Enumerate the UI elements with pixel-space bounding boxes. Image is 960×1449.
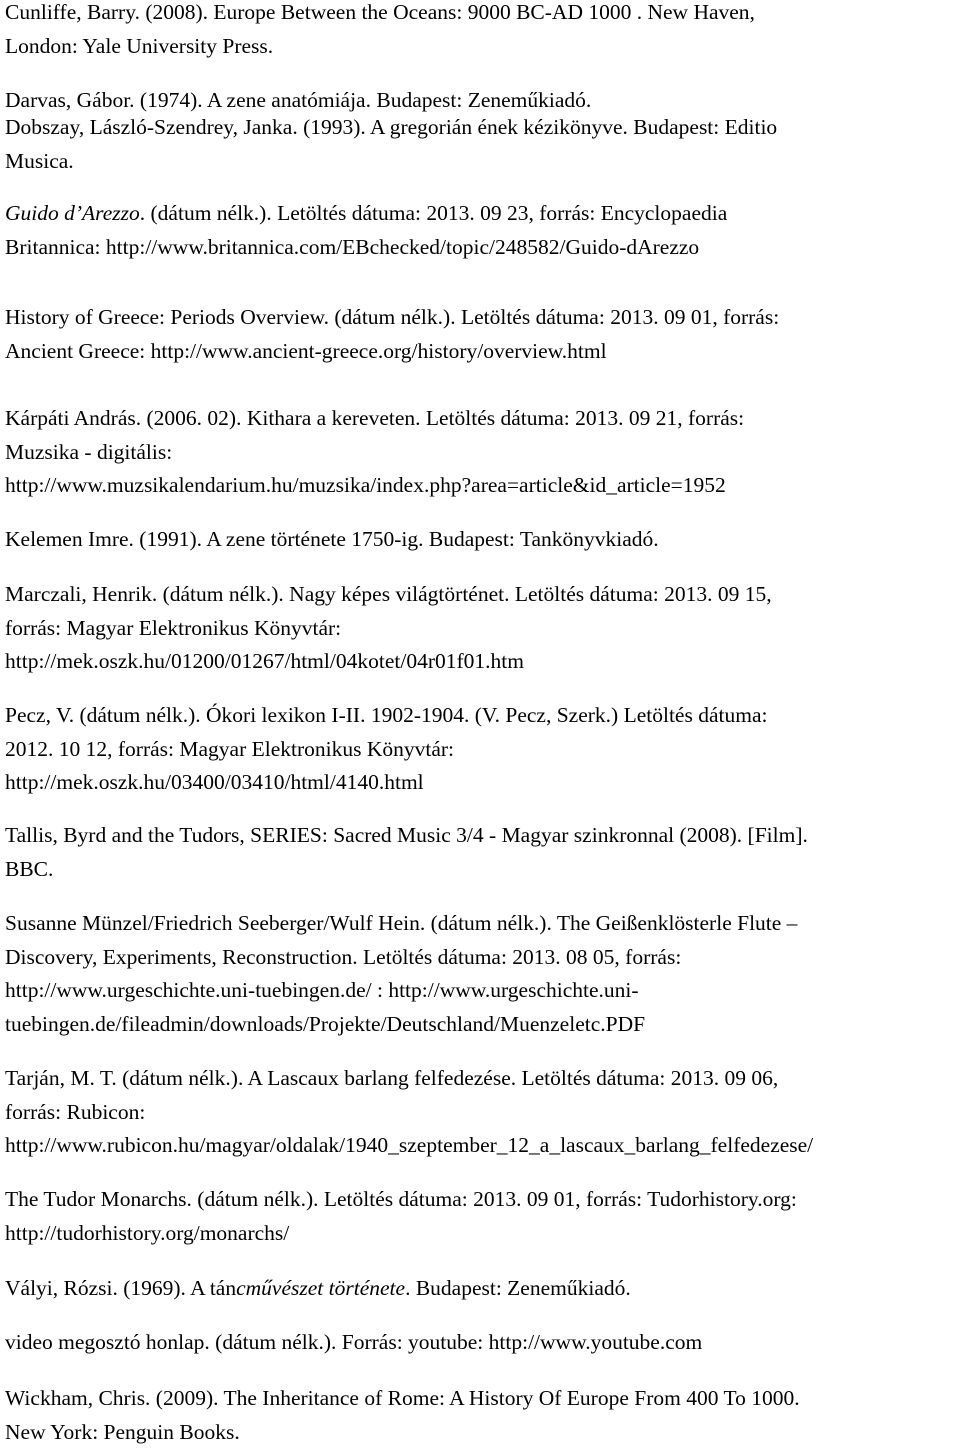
reference-line: The Tudor Monarchs. (dátum nélk.). Letöltés dátuma: 2013. 09 01, forrás: Tudorhistory.org: (5, 1183, 952, 1217)
reference-line: http://tudorhistory.org/monarchs/ (5, 1217, 952, 1251)
reference-line: Darvas, Gábor. (1974). A zene anatómiája. Budapest: Zeneműkiadó. (5, 84, 952, 118)
reference-entry (5, 1326, 952, 1360)
reference-line: Dobszay, László-Szendrey, Janka. (1993). A gregorián ének kézikönyve. Budapest: Editio (5, 111, 952, 145)
reference-entry (5, 1183, 952, 1250)
reference-line: Tarján, M. T. (dátum nélk.). A Lascaux barlang felfedezése. Letöltés dátuma: 2013. 09 06, (5, 1062, 952, 1096)
reference-line: Pecz, V. (dátum nélk.). Ókori lexikon I-II. 1902-1904. (V. Pecz, Szerk.) Letöltés dátuma: (5, 699, 952, 733)
reference-line: Guido d’Arezzo. (dátum nélk.). Letöltés dátuma: 2013. 09 23, forrás: Encyclopaedia (5, 197, 952, 231)
reference-line: http://mek.oszk.hu/01200/01267/html/04kotet/04r01f01.htm (5, 645, 952, 679)
reference-line: Discovery, Experiments, Reconstruction. Letöltés dátuma: 2013. 08 05, forrás: (5, 941, 952, 975)
reference-line: http://www.muzsikalendarium.hu/muzsika/index.php?area=article&id_article=1952 (5, 469, 952, 503)
italic-title: cművészet története (236, 1276, 405, 1300)
reference-line: forrás: Magyar Elektronikus Könyvtár: (5, 612, 952, 646)
reference-line: London: Yale University Press. (5, 30, 952, 64)
reference-line: Wickham, Chris. (2009). The Inheritance of Rome: A History Of Europe From 400 To 1000. (5, 1382, 952, 1416)
reference-line: http://www.urgeschichte.uni-tuebingen.de/ : http://www.urgeschichte.uni- (5, 974, 952, 1008)
reference-line: BBC. (5, 853, 952, 887)
reference-line: Britannica: http://www.britannica.com/EBchecked/topic/248582/Guido-dArezzo (5, 231, 952, 265)
reference-entry (5, 819, 952, 886)
reference-line: Musica. (5, 145, 952, 179)
reference-line: tuebingen.de/fileadmin/downloads/Projekte/Deutschland/Muenzeletc.PDF (5, 1008, 952, 1042)
reference-entry (5, 907, 952, 1041)
italic-title: Guido d’Arezzo (5, 201, 140, 225)
reference-line: 2012. 10 12, forrás: Magyar Elektronikus Könyvtár: (5, 733, 952, 767)
reference-line: Kelemen Imre. (1991). A zene története 1750-ig. Budapest: Tankönyvkiadó. (5, 523, 952, 557)
reference-line: Marczali, Henrik. (dátum nélk.). Nagy képes világtörténet. Letöltés dátuma: 2013. 09 15, (5, 578, 952, 612)
reference-entry (5, 1272, 952, 1306)
reference-entry (5, 111, 952, 178)
reference-entry (5, 1062, 952, 1163)
reference-entry (5, 402, 952, 503)
reference-entry (5, 0, 952, 63)
reference-line: Susanne Münzel/Friedrich Seeberger/Wulf Hein. (dátum nélk.). The Geißenklösterle Flute – (5, 907, 952, 941)
reference-entry (5, 1382, 952, 1449)
reference-line: Cunliffe, Barry. (2008). Europe Between the Oceans: 9000 BC-AD 1000 . New Haven, (5, 0, 952, 30)
reference-line: http://mek.oszk.hu/03400/03410/html/4140.html (5, 766, 952, 800)
reference-line: Ancient Greece: http://www.ancient-greece.org/history/overview.html (5, 335, 952, 369)
reference-line: Muzsika - digitális: (5, 436, 952, 470)
reference-line: video megosztó honlap. (dátum nélk.). Forrás: youtube: http://www.youtube.com (5, 1326, 952, 1360)
reference-entry (5, 523, 952, 557)
reference-line: Kárpáti András. (2006. 02). Kithara a kereveten. Letöltés dátuma: 2013. 09 21, forrás: (5, 402, 952, 436)
reference-line: New York: Penguin Books. (5, 1416, 952, 1449)
reference-entry (5, 699, 952, 800)
reference-line: http://www.rubicon.hu/magyar/oldalak/1940_szeptember_12_a_lascaux_barlang_felfedezese/ (5, 1129, 952, 1163)
reference-entry (5, 578, 952, 679)
reference-line: Tallis, Byrd and the Tudors, SERIES: Sacred Music 3/4 - Magyar szinkronnal (2008). [Film]. (5, 819, 952, 853)
reference-line: Vályi, Rózsi. (1969). A táncművészet története. Budapest: Zeneműkiadó. (5, 1272, 952, 1306)
reference-entry (5, 301, 952, 368)
reference-line: forrás: Rubicon: (5, 1096, 952, 1130)
reference-line: History of Greece: Periods Overview. (dátum nélk.). Letöltés dátuma: 2013. 09 01, forrás: (5, 301, 952, 335)
reference-entry (5, 197, 952, 264)
